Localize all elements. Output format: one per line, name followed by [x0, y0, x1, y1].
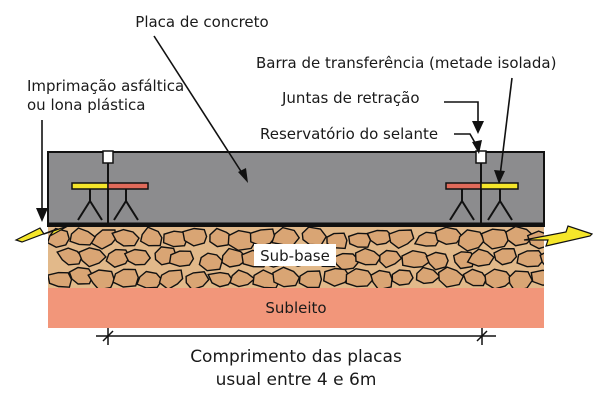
dowel-bar-label: Barra de transferência (metade isolada) [256, 54, 557, 72]
bond-breaker-label-line2: ou lona plástica [27, 96, 146, 114]
bond-breaker-label-line1: Imprimação asfáltica [27, 77, 185, 95]
dowel-bar-right [446, 183, 518, 189]
sealant-reservoir-label: Reservatório do selante [260, 125, 439, 143]
aggregate-stone [349, 233, 371, 247]
aggregate-stone [392, 270, 413, 285]
slab-length-label-line1: Comprimento das placas [190, 347, 402, 367]
slab-length-label-line2: usual entre 4 e 6m [215, 370, 377, 390]
slab-label: Placa de concreto [135, 13, 269, 31]
subbase-label: Sub-base [260, 247, 330, 265]
subgrade-label: Subleito [265, 299, 327, 317]
contraction-joints-label: Juntas de retração [282, 89, 420, 107]
slab-length-dimension [96, 328, 496, 345]
dowel-bar-left [72, 183, 148, 189]
aggregate-stone [170, 251, 194, 266]
